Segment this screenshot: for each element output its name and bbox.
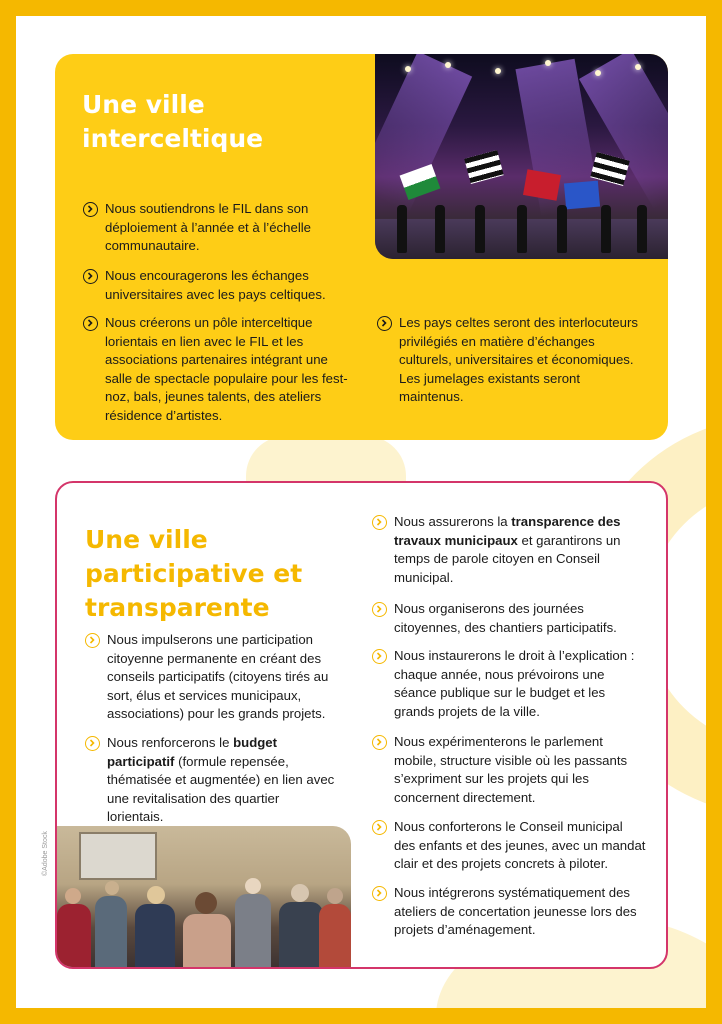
chevron-right-icon bbox=[377, 316, 392, 331]
section-participative bbox=[55, 481, 668, 969]
chevron-right-icon bbox=[372, 886, 387, 901]
chevron-right-icon bbox=[372, 649, 387, 664]
section-interceltique bbox=[55, 54, 668, 440]
list-item: Nous créerons un pôle interceltique lorientais en lien avec le FIL et les associations partenaires intégrant une salle de spectacle populaire pour les fest-noz, bals, jeunes talents, des ateliers résidence d’artistes. bbox=[83, 314, 355, 426]
photo-public-meeting bbox=[55, 826, 351, 969]
chevron-right-icon bbox=[83, 316, 98, 331]
chevron-right-icon bbox=[85, 633, 100, 648]
chevron-right-icon bbox=[372, 820, 387, 835]
section-title: Une ville participative et transparente bbox=[85, 525, 303, 622]
chevron-right-icon bbox=[85, 736, 100, 751]
chevron-right-icon bbox=[83, 202, 98, 217]
photo-credit: ©Adobe Stock bbox=[42, 831, 49, 876]
list-item: Nous soutiendrons le FIL dans son déploiement à l’année et à l’échelle communautaire. bbox=[83, 200, 343, 256]
list-item: Nous conforterons le Conseil municipal des enfants et des jeunes, avec un mandat clair et des projets concrets à piloter. bbox=[372, 818, 647, 874]
list-item: Nous impulserons une participation citoyenne permanente en créant des conseils participatifs (citoyens tirés au sort, élus et services municipaux, associations) pour les grands projets. bbox=[85, 631, 335, 724]
chevron-right-icon bbox=[83, 269, 98, 284]
photo-concert-flags bbox=[375, 54, 668, 259]
chevron-right-icon bbox=[372, 735, 387, 750]
section-title: Une ville interceltique bbox=[82, 90, 264, 153]
list-item: Nous renforcerons le budget participatif (formule repensée, thématisée et augmentée) en lien avec une revitalisation des quartier lorientais. bbox=[85, 734, 337, 827]
list-item: Nous expérimenterons le parlement mobile, structure visible où les passants s’expriment sur les projets qui les concernent directement. bbox=[372, 733, 647, 807]
page bbox=[16, 16, 706, 1008]
list-item: Nous organiserons des journées citoyennes, des chantiers participatifs. bbox=[372, 600, 647, 637]
list-item: Nous intégrerons systématiquement des ateliers de concertation jeunesse lors des projets d’aménagement. bbox=[372, 884, 647, 940]
list-item: Les pays celtes seront des interlocuteurs privilégiés en matière d’échanges culturels, universitaires et économiques. Les jumelages existants seront maintenus. bbox=[377, 314, 642, 407]
chevron-right-icon bbox=[372, 515, 387, 530]
list-item: Nous assurerons la transparence des travaux municipaux et garantirons un temps de parole citoyen en Conseil municipal. bbox=[372, 513, 647, 587]
chevron-right-icon bbox=[372, 602, 387, 617]
list-item: Nous instaurerons le droit à l’explication : chaque année, nous prévoirons une séance publique sur le budget et les grands projets de la ville. bbox=[372, 647, 647, 721]
list-item: Nous encouragerons les échanges universitaires avec les pays celtiques. bbox=[83, 267, 358, 304]
